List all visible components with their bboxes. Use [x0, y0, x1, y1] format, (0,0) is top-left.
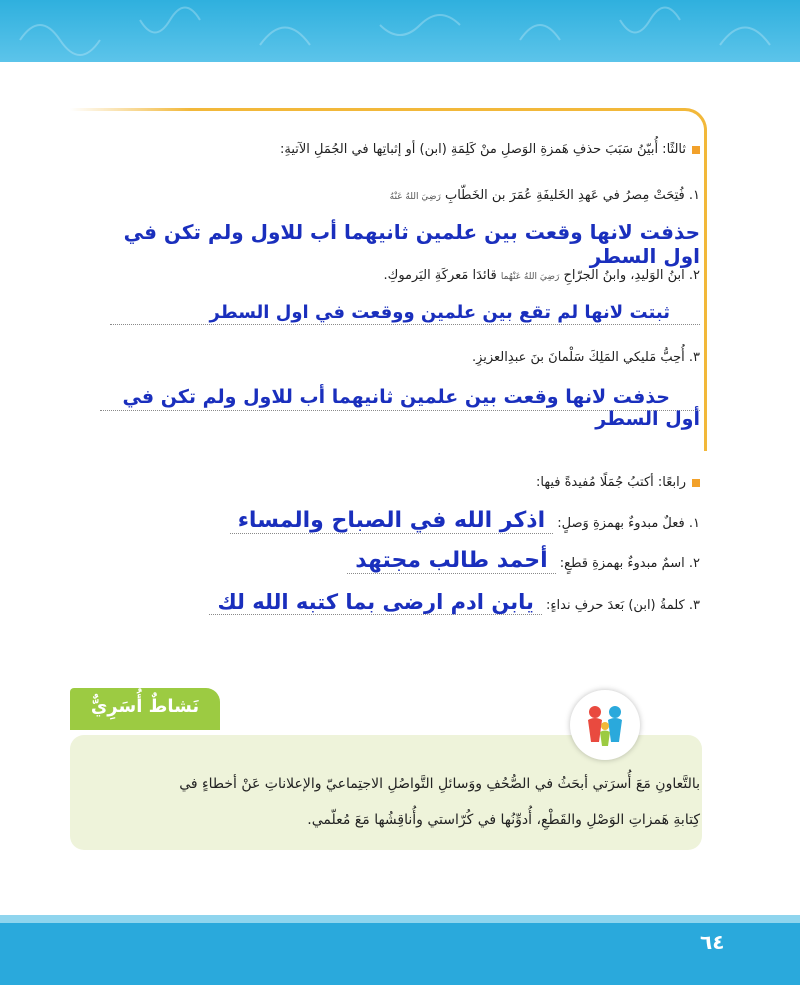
prompt-3: ٣. كلمةُ (ابن) بَعدَ حرفِ نداءٍ: — [546, 598, 700, 613]
honorific-1: رَضِيَ اللهُ عَنْهُ — [389, 192, 441, 202]
page-number: ٦٤ — [700, 930, 725, 954]
top-banner — [0, 0, 800, 62]
item-2-text: ٢. ابنُ الوَليدِ، وابنُ الجرّاحِ — [563, 268, 700, 283]
bottom-stripe-dark — [0, 923, 800, 985]
prompt-1: ١. فعلٌ مبدوءٌ بهمزةِ وَصلٍ: — [557, 516, 700, 531]
bottom-banner — [0, 915, 800, 985]
prompt-2: ٢. اسمٌ مبدوءٌ بهمزةِ قطعٍ: — [559, 556, 700, 571]
section3-item-1 — [390, 188, 700, 203]
section4-heading — [536, 475, 700, 490]
section4-answer-2[interactable]: أحمد طالب مجتهد — [347, 548, 555, 574]
section4-answer-3[interactable]: يابن ادم ارضى بما كتبه الله لك — [209, 590, 541, 615]
section3-item-2 — [383, 268, 700, 283]
answer-line-3 — [100, 386, 700, 430]
family-activity-text-line2: كِتابةِ هَمزاتِ الوَصْلِ والقَطْعِ، أُدوِّنُها في كُرّاستي وأُناقِشُها مَعَ مُعلّمي. — [307, 812, 700, 828]
section3-heading — [280, 142, 700, 157]
item-3-text: ٣. أُحِبُّ مَليكي المَلِكَ سَلْمانَ بنَ عبدِالعزيزِ. — [471, 350, 700, 365]
section4-item-3 — [100, 590, 700, 614]
section4-item-2 — [100, 548, 700, 573]
frame-fade — [70, 108, 190, 111]
answer-line-2 — [110, 302, 700, 325]
bullet-icon — [692, 479, 700, 487]
section3-item-3 — [472, 350, 700, 365]
section4-answer-1[interactable]: اذكر الله في الصباح والمساء — [230, 508, 553, 534]
family-activity-label: نَشاطٌ أُسَرِيٌّ — [90, 696, 200, 717]
item-2-text-after: قائدَا مَعركَةِ اليَرموكِ. — [383, 268, 497, 283]
family-activity-text-line1: بالتَّعاونِ مَعَ أُسرَتي أبحَثُ في الصُّحُفِ ووَسائلِ التَّواصُلِ الاجتِماعيّ والإعلاناتِ عَنْ أخطاءٍ في — [179, 776, 700, 792]
family-figures-icon — [570, 690, 640, 760]
honorific-2: رَضِيَ اللهُ عَنْهُما — [500, 272, 560, 282]
section4-item-1 — [100, 508, 700, 533]
calligraphy-pattern-icon — [0, 0, 800, 62]
family-icon — [570, 690, 640, 760]
bullet-icon — [692, 146, 700, 154]
section3-answer-2[interactable]: ثبتت لانها لم تقع بين علمين ووقعت في اول السطر — [209, 302, 670, 323]
section3-answer-3[interactable]: حذفت لانها وقعت بين علمين ثانيهما أب للاول ولم تكن في أول السطر — [122, 386, 700, 430]
bottom-stripe-light — [0, 915, 800, 923]
section3-answer-1[interactable]: حذفت لانها وقعت بين علمين ثانيهما أب للاول ولم تكن في اول السطر — [123, 220, 700, 268]
section4-heading-text: رابعًا: أكتبُ جُمَلًا مُفيدةً فيها: — [535, 475, 686, 490]
section3-heading-text: ثالثًا: أُبيّنُ سَبَبَ حذفِ هَمزةِ الوَصلِ منْ كَلِمَةِ (ابن) أو إثباتِها في الجُمَلِ الآتيةِ: — [280, 142, 686, 157]
item-1-text: ١. فُتِحَتْ مِصرُ في عَهدِ الخَليفَةِ عُمَرَ بن الخَطّابِ — [444, 188, 700, 203]
